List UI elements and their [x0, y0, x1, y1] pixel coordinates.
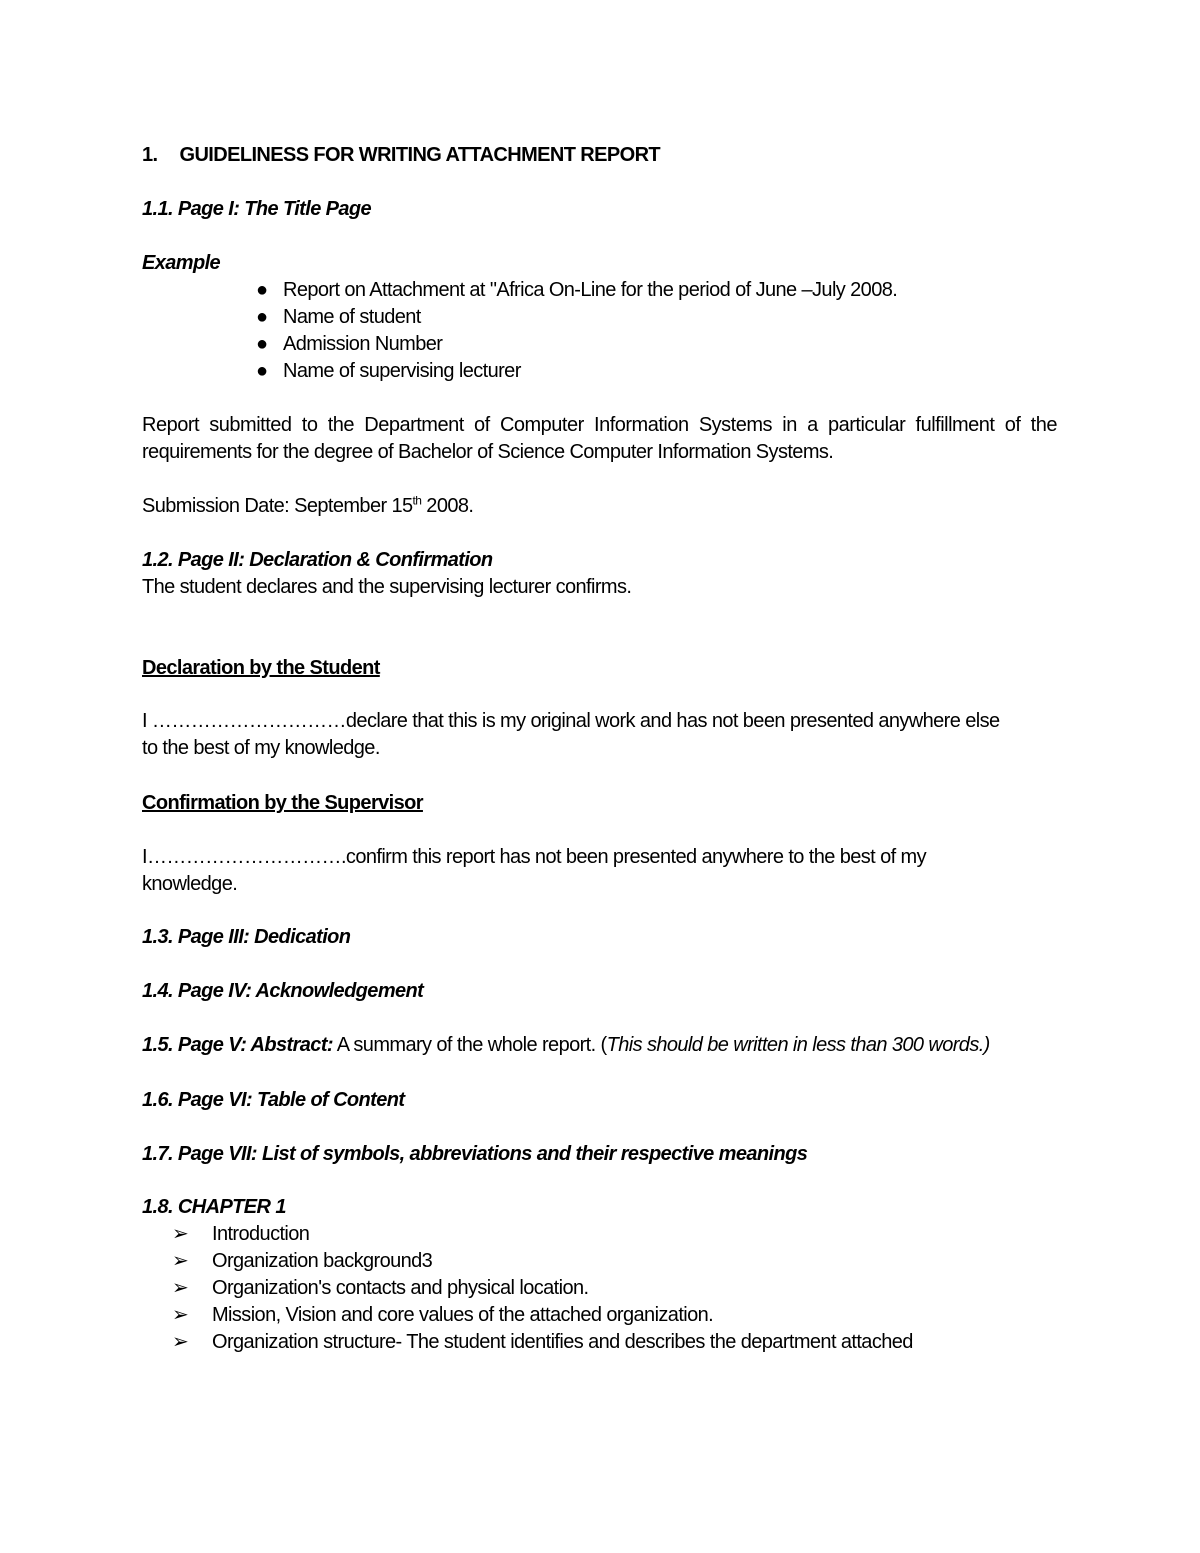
chapter-1-item: Organization's contacts and physical location.: [212, 1277, 589, 1299]
section-1-7-title: 1.7. Page VII: List of symbols, abbreviations and their respective meanings: [142, 1143, 808, 1165]
declaration-title: Declaration by the Student: [142, 657, 380, 679]
confirmation-line-2: knowledge.: [142, 873, 238, 895]
section-1-1-title: 1.1. Page I: The Title Page: [142, 198, 372, 220]
arrow-bullet-icon: ➢: [172, 1250, 189, 1272]
submission-date-prefix: Submission Date: September 15: [142, 495, 413, 517]
section-1-8-title: 1.8. CHAPTER 1: [142, 1196, 286, 1218]
declaration-line-1: I …………………………declare that this is my original work and has not been presented anywhere else: [142, 710, 1000, 732]
section-1-3-title: 1.3. Page III: Dedication: [142, 926, 351, 948]
chapter-1-item: Introduction: [212, 1223, 310, 1245]
arrow-bullet-icon: ➢: [172, 1304, 189, 1326]
declaration-line-2: to the best of my knowledge.: [142, 737, 380, 759]
chapter-1-item: Organization background3: [212, 1250, 433, 1272]
example-bullet-item: Name of student: [283, 306, 421, 328]
confirmation-line-1: I………………………….confirm this report has not been presented anywhere to the best of my: [142, 846, 926, 868]
submission-date-suffix: 2008.: [421, 495, 474, 517]
arrow-bullet-icon: ➢: [172, 1277, 189, 1299]
section-1-5-title: 1.5. Page V: Abstract:: [142, 1034, 333, 1056]
arrow-bullet-icon: ➢: [172, 1223, 189, 1245]
submission-date-sup: th: [412, 493, 422, 508]
section-1-5-text: A summary of the whole report. (: [332, 1034, 607, 1056]
bullet-icon: ●: [256, 279, 269, 301]
example-label: Example: [142, 252, 221, 274]
main-heading: [142, 142, 660, 169]
confirmation-title: Confirmation by the Supervisor: [142, 792, 423, 814]
report-paragraph-line-1: Report submitted to the Department of Computer Information Systems in a particular fulfillment of the: [142, 414, 1057, 436]
report-paragraph-line-2: requirements for the degree of Bachelor of Science Computer Information Systems.: [142, 441, 834, 463]
section-1-2-body: The student declares and the supervising lecturer confirms.: [142, 576, 632, 598]
section-1-6-title: 1.6. Page VI: Table of Content: [142, 1089, 405, 1111]
main-heading-title: GUIDELINESS FOR WRITING ATTACHMENT REPORT: [179, 144, 661, 166]
chapter-1-item: Organization structure- The student identifies and describes the department attached: [212, 1331, 913, 1353]
section-1-4-title: 1.4. Page IV: Acknowledgement: [142, 980, 424, 1002]
example-bullet-item: Report on Attachment at "Africa On-Line for the period of June –July 2008.: [283, 279, 898, 301]
example-bullet-item: Name of supervising lecturer: [283, 360, 521, 382]
section-1-5-note: This should be written in less than 300 words.): [606, 1034, 990, 1056]
example-bullet-item: Admission Number: [283, 333, 443, 355]
section-1-2-title: 1.2. Page II: Declaration & Confirmation: [142, 549, 493, 571]
bullet-icon: ●: [256, 333, 269, 355]
bullet-icon: ●: [256, 360, 269, 382]
bullet-icon: ●: [256, 306, 269, 328]
chapter-1-item: Mission, Vision and core values of the attached organization.: [212, 1304, 714, 1326]
submission-date: [142, 493, 473, 520]
main-heading-number: 1.: [142, 144, 158, 166]
section-1-5: [142, 1032, 990, 1059]
arrow-bullet-icon: ➢: [172, 1331, 189, 1353]
